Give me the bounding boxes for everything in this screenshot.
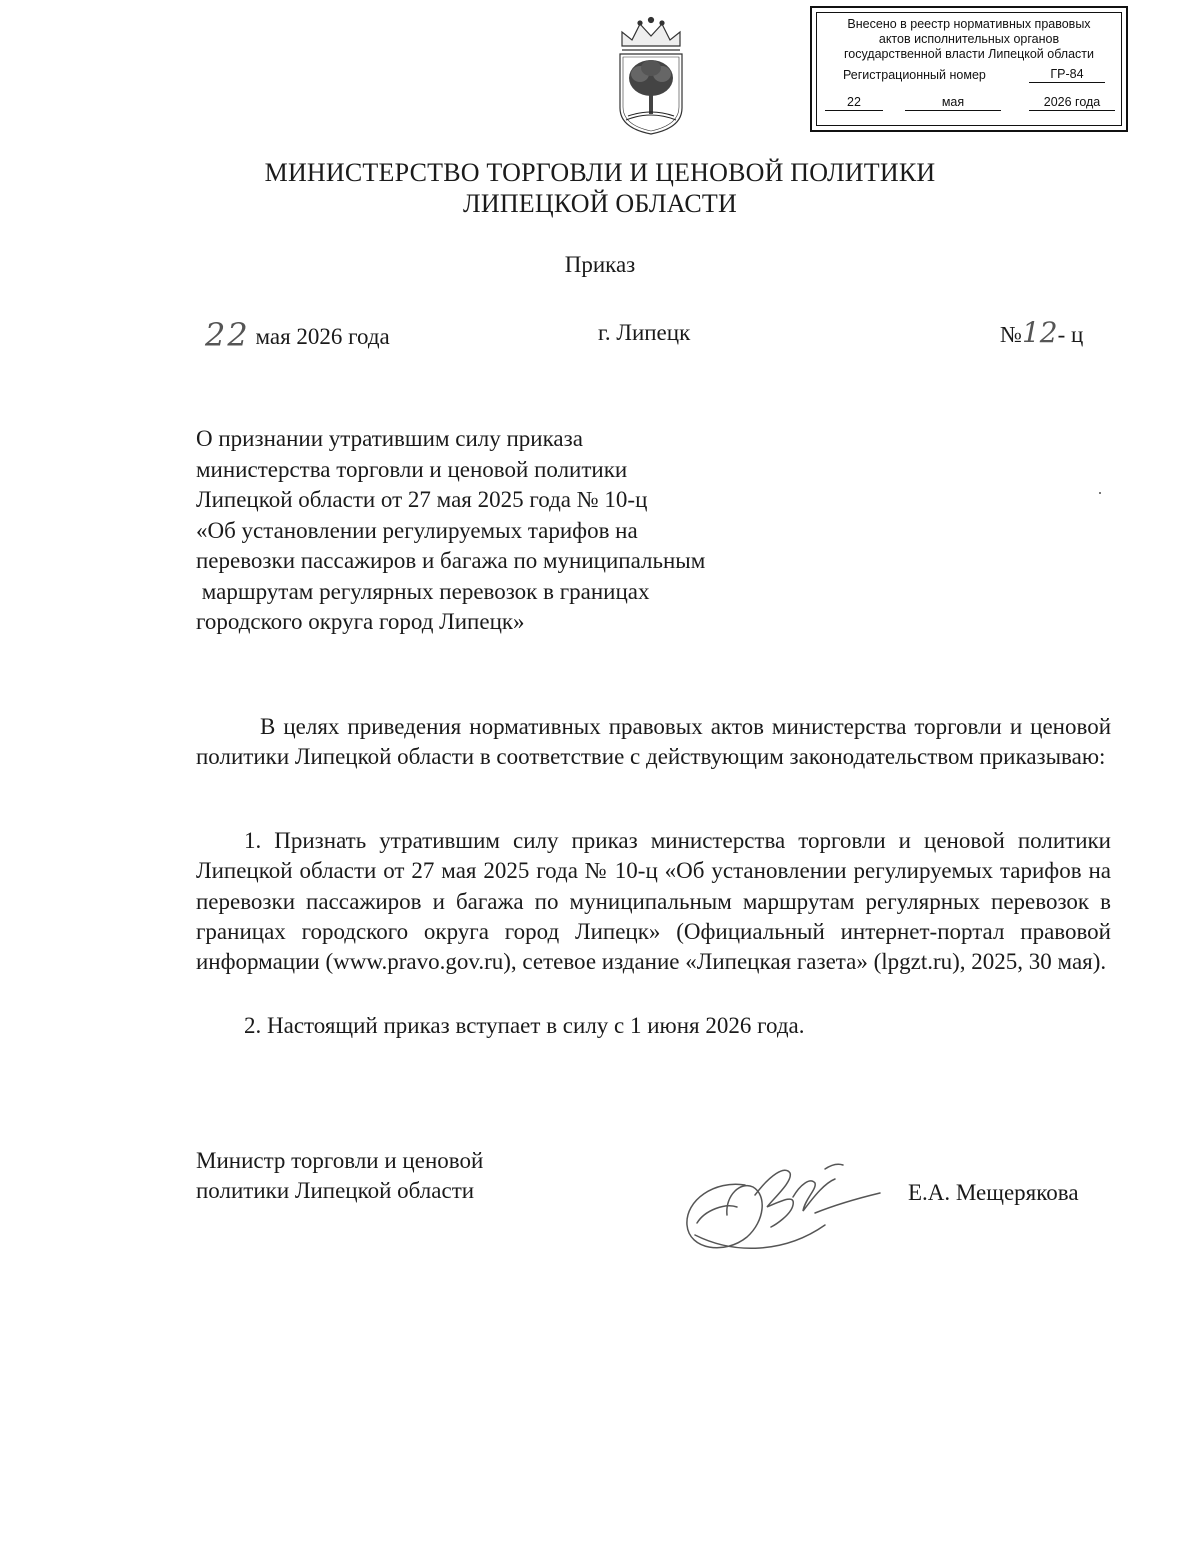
subject-line: перевозки пассажиров и багажа по муниципальным xyxy=(196,548,706,573)
subject-line: «Об установлении регулируемых тарифов на xyxy=(196,517,638,543)
subject-line: О признании утратившим силу приказа xyxy=(196,426,583,451)
handwritten-number: 12 xyxy=(1021,316,1058,349)
ministry-name-line-2: ЛИПЕЦКОЙ ОБЛАСТИ xyxy=(463,189,737,218)
stamp-day: 22 xyxy=(825,95,883,111)
order-city: г. Липецк xyxy=(598,320,691,345)
scan-artifact xyxy=(1099,492,1101,494)
order-subject xyxy=(196,424,816,638)
signature-icon xyxy=(675,1155,890,1260)
handwritten-signature xyxy=(675,1155,890,1260)
registry-stamp xyxy=(810,6,1128,132)
subject-line: Липецкой области от 27 мая 2025 года № 10-ц xyxy=(196,487,648,512)
stamp-year: 2026 года xyxy=(1029,95,1115,111)
signer-name: Е.А. Мещерякова xyxy=(908,1180,1079,1205)
handwritten-day: 22 xyxy=(205,316,250,354)
order-item-2: 2. Настоящий приказ вступает в силу с 1 июня 2026 года. xyxy=(244,1013,805,1038)
stamp-reg-number: ГР-84 xyxy=(1029,67,1105,83)
stamp-line-3: государственной власти Липецкой области xyxy=(843,47,1095,61)
signer-title xyxy=(196,1146,483,1206)
order-date-rest: мая 2026 года xyxy=(255,324,390,349)
stamp-reg-label: Регистрационный номер xyxy=(843,68,986,82)
stamp-line-2: актов исполнительных органов xyxy=(878,32,1060,46)
number-sign: № xyxy=(1000,322,1022,347)
stamp-line-1: Внесено в реестр нормативных правовых xyxy=(847,17,1091,31)
subject-line: министерства торговли и ценовой политики xyxy=(196,456,628,482)
subject-line: маршрутам регулярных перевозок в границах xyxy=(196,578,650,604)
subject-line: городского округа город Липецк» xyxy=(196,609,525,634)
coat-of-arms-emblem xyxy=(612,16,690,138)
preamble-paragraph: В целях приведения нормативных правовых актов министерства торговли и ценовой политики Липецкой области в соответствие с действующим законодательством приказываю: xyxy=(196,714,1111,770)
coat-of-arms-icon xyxy=(612,16,690,138)
order-item-1: 1. Признать утратившим силу приказ министерства торговли и ценовой политики Липецкой области от 27 мая 2025 года № 10-ц «Об установлении регулируемых тарифов на перевозки пассажиров и багажа по муниципальным маршрутам регулярных перевозок в границах городского округа город Липецк» (Официальный интернет-портал правовой информации (www.pravo.gov.ru), сетевое издание «Липецкая газета» (lpgzt.ru), 2025, 30 мая). xyxy=(196,828,1111,975)
stamp-month: мая xyxy=(905,95,1001,111)
signer-title-line-1: Министр торговли и ценовой xyxy=(196,1148,484,1173)
order-date xyxy=(205,316,390,354)
order-number xyxy=(1000,316,1083,349)
ministry-name-line-1: МИНИСТЕРСТВО ТОРГОВЛИ И ЦЕНОВОЙ ПОЛИТИКИ xyxy=(264,158,936,187)
signer-title-line-2: политики Липецкой области xyxy=(196,1178,475,1203)
number-suffix: - ц xyxy=(1057,322,1084,347)
document-type-title: Приказ xyxy=(564,252,636,277)
